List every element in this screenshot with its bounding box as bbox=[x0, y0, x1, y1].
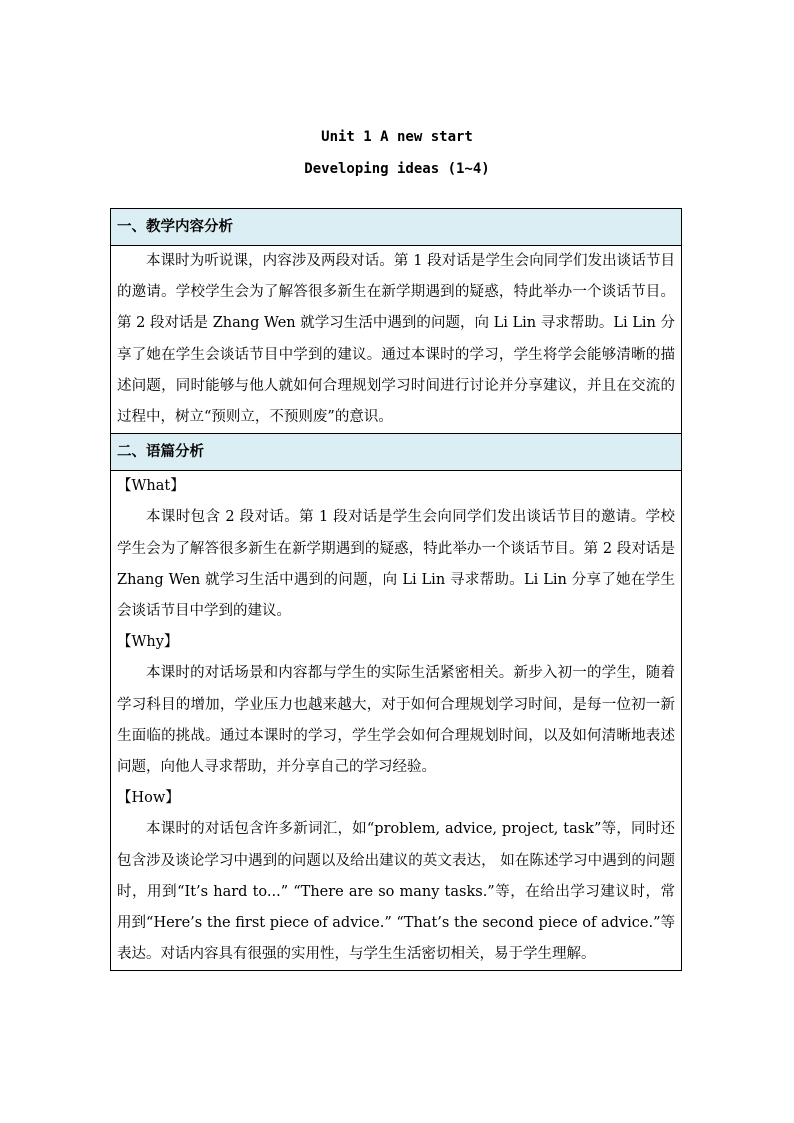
document-title: Unit 1 A new start bbox=[321, 129, 473, 145]
section1-heading: 一、教学内容分析 bbox=[111, 209, 682, 246]
what-tag: 【What】 bbox=[117, 478, 185, 495]
lesson-analysis-table bbox=[110, 208, 682, 971]
section1-body bbox=[111, 246, 682, 434]
how-tag: 【How】 bbox=[117, 790, 180, 807]
section2-body bbox=[111, 471, 682, 971]
what-paragraph: 本课时包含 2 段对话。第 1 段对话是学生会向同学们发出谈话节目的邀请。学校学生会为了解答很多新生在新学期遇到的疑惑，特此举办一个谈话节目。第 2 段对话是 Zhang Wen 就学习生活中遇到的问题，向 Li Lin 寻求帮助。Li Lin 分享了她在学生会谈话节目中学到的建议。 bbox=[117, 509, 675, 620]
section1-paragraph: 本课时为听说课，内容涉及两段对话。第 1 段对话是学生会向同学们发出谈话节目的邀请。学校学生会为了解答很多新生在新学期遇到的疑惑，特此举办一个谈话节目。第 2 段对话是 Zhang Wen 就学习生活中遇到的问题，向 Li Lin 寻求帮助。Li Lin 分享了她在学生会谈话节目中学到的建议。通过本课时的学习，学生将学会能够清晰的描述问题，同时能够与他人就如何合理规划学习时间进行讨论并分享建议，并且在交流的过程中，树立“预则立，不预则废”的意识。 bbox=[117, 253, 675, 426]
how-paragraph: 本课时的对话包含许多新词汇，如“problem, advice, project, task”等，同时还包含涉及谈论学习中遇到的问题以及给出建议的英文表达， 如在陈述学习中遇到的问题时，用到“It’s hard to...” “There are so many tasks.”等，在给出学习建议时，常用到“Here’s the first piece of advice.” “That’s the second piece of advice.”等表达。对话内容具有很强的实用性，与学生生活密切相关，易于学生理解。 bbox=[117, 821, 675, 963]
section1-heading-row bbox=[111, 209, 682, 246]
section1-body-row bbox=[111, 246, 682, 434]
section2-heading: 二、语篇分析 bbox=[111, 434, 682, 471]
document-subtitle: Developing ideas (1~4) bbox=[304, 161, 490, 177]
section2-body-row bbox=[111, 471, 682, 971]
why-tag: 【Why】 bbox=[117, 634, 179, 651]
section2-heading-row bbox=[111, 434, 682, 471]
why-paragraph: 本课时的对话场景和内容都与学生的实际生活紧密相关。新步入初一的学生，随着学习科目的增加，学业压力也越来越大，对于如何合理规划学习时间，是每一位初一新生面临的挑战。通过本课时的学习，学生学会如何合理规划时间，以及如何清晰地表述问题，向他人寻求帮助，并分享自己的学习经验。 bbox=[117, 665, 675, 776]
